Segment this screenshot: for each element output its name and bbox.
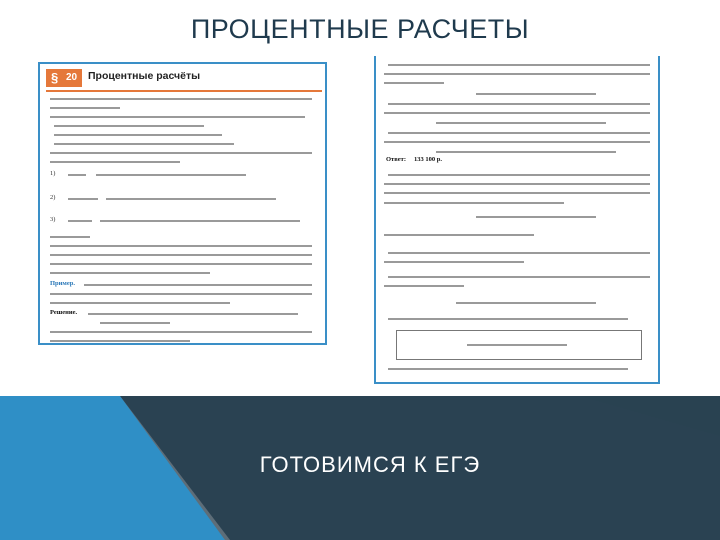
- example-label: Пример.: [50, 280, 75, 287]
- solution-label: Решение.: [50, 309, 78, 316]
- textbook-page-right: [374, 56, 660, 384]
- section-number: 20: [66, 72, 78, 83]
- section-badge: [46, 69, 82, 87]
- formula-label-1: 1): [50, 170, 56, 177]
- formula-box: [396, 330, 642, 360]
- section-symbol: §: [51, 70, 59, 85]
- slide-title: ПРОЦЕНТНЫЕ РАСЧЕТЫ: [190, 14, 530, 44]
- formula-label-2: 2): [50, 194, 56, 201]
- section-header: [46, 68, 322, 92]
- footer-text: ГОТОВИМСЯ К ЕГЭ: [259, 452, 481, 477]
- answer-value: 133 100 р.: [414, 156, 442, 163]
- formula-label-3: 3): [50, 216, 56, 223]
- textbook-page-left: [38, 62, 327, 345]
- section-title: Процентные расчёты: [88, 70, 201, 82]
- footer-band: [0, 396, 720, 540]
- answer-label: Ответ:: [386, 156, 407, 163]
